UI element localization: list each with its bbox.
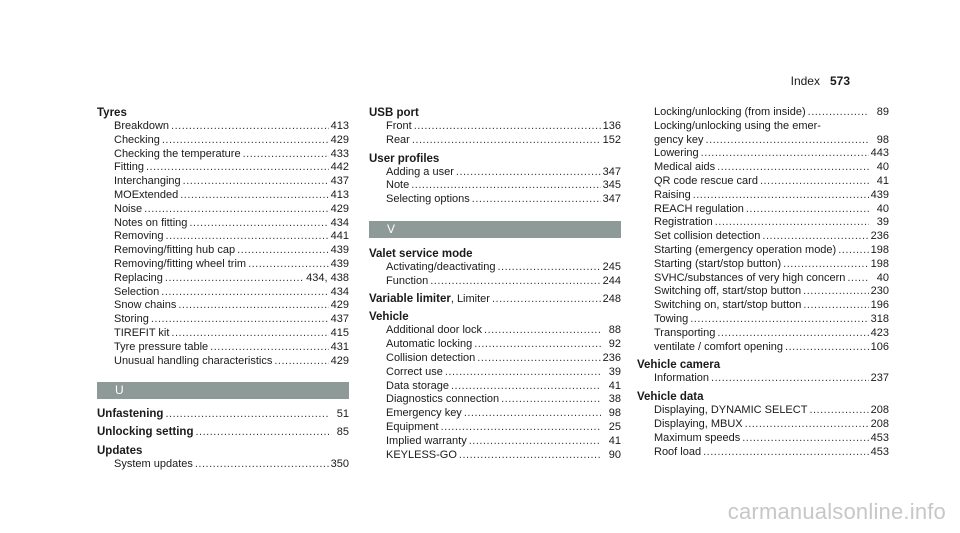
entry-page: 434, 438: [306, 271, 349, 284]
index-entry[interactable]: [369, 407, 621, 421]
index-entry[interactable]: [637, 285, 889, 299]
index-entry[interactable]: [637, 446, 889, 460]
entry-label: Switching off, start/stop button: [654, 285, 802, 298]
leader-dots: [808, 106, 869, 120]
entry-page: 453: [870, 431, 889, 444]
leader-dots: [189, 217, 328, 231]
leader-dots: [195, 426, 329, 440]
entry-page: 433: [330, 147, 349, 160]
leader-dots: [742, 432, 868, 446]
entry-page: 439: [330, 257, 349, 270]
index-entry[interactable]: [369, 380, 621, 394]
index-entry[interactable]: [369, 193, 621, 207]
entry-label: Additional door lock: [386, 324, 483, 337]
index-group: [369, 166, 621, 207]
leader-dots: [165, 408, 329, 422]
entry-page: 347: [602, 165, 621, 178]
leader-dots: [165, 272, 304, 286]
leader-dots: [469, 435, 601, 449]
index-entry[interactable]: [637, 189, 889, 203]
entry-label: Removing: [114, 230, 164, 243]
index-entry[interactable]: [637, 299, 889, 313]
entry-label: Storing: [114, 313, 149, 326]
leader-dots: [746, 203, 869, 217]
entry-label: Diagnostics connection: [386, 393, 500, 406]
index-column-2: [369, 106, 621, 462]
entry-label: ventilate / comfort opening: [654, 340, 784, 353]
entry-page: 39: [876, 216, 889, 229]
index-group: [637, 372, 889, 386]
entry-page: 152: [602, 133, 621, 146]
entry-label-suffix: , Limiter: [450, 292, 490, 305]
entry-label: Equipment: [386, 420, 439, 433]
leader-dots: [243, 148, 329, 162]
entry-label: Note: [386, 179, 410, 192]
leader-dots: [183, 175, 329, 189]
index-heading: Valet service mode: [369, 247, 473, 260]
entry-page: 244: [602, 274, 621, 287]
leader-dots: [430, 275, 600, 289]
entry-page: 236: [870, 230, 889, 243]
entry-page: 208: [870, 404, 889, 417]
index-heading: Updates: [97, 444, 143, 457]
entry-page: 136: [602, 120, 621, 132]
index-label: Index: [790, 74, 820, 88]
entry-page: 318: [870, 312, 889, 325]
entry-page: 198: [870, 257, 889, 270]
entry-label: Medical aids: [654, 161, 716, 174]
index-entry[interactable]: [97, 458, 349, 472]
index-entry[interactable]: [369, 179, 621, 193]
index-entry[interactable]: [637, 327, 889, 341]
index-entry[interactable]: [637, 147, 889, 161]
leader-dots: [144, 203, 329, 217]
entry-label: Function: [386, 274, 429, 287]
entry-label-line: Locking/unlocking using the emer-: [654, 119, 821, 132]
index-entry[interactable]: [369, 293, 621, 307]
leader-dots: [248, 258, 329, 272]
entry-page: 85: [336, 426, 349, 439]
entry-label: Variable limiter: [369, 292, 451, 305]
leader-dots: [195, 458, 329, 472]
entry-page: 429: [330, 133, 349, 146]
leader-dots: [701, 147, 869, 161]
leader-dots: [783, 258, 868, 272]
entry-label: Snow chains: [114, 299, 177, 312]
index-entry[interactable]: [97, 355, 349, 369]
index-entry[interactable]: [637, 341, 889, 355]
leader-dots: [451, 380, 601, 394]
index-entry[interactable]: [97, 120, 349, 134]
entry-page: 434: [330, 285, 349, 298]
leader-dots: [237, 244, 329, 258]
leader-dots: [803, 299, 868, 313]
entry-label: Transporting: [654, 326, 716, 339]
entry-page: 208: [870, 417, 889, 430]
leader-dots: [171, 120, 329, 134]
index-column-3: [637, 106, 889, 459]
index-entry[interactable]: [97, 175, 349, 189]
index-entry[interactable]: [369, 261, 621, 275]
entry-page: 41: [876, 174, 889, 187]
entry-label: Starting (emergency operation mode): [654, 243, 837, 256]
entry-label: Locking/unlocking (from inside): [654, 106, 806, 118]
leader-dots: [161, 286, 328, 300]
leader-dots: [715, 216, 869, 230]
index-entry[interactable]: [97, 299, 349, 313]
entry-page: 198: [870, 243, 889, 256]
entry-label: Checking: [114, 133, 160, 146]
index-entry[interactable]: [97, 272, 349, 286]
index-entry[interactable]: [637, 404, 889, 418]
index-entry[interactable]: [97, 244, 349, 258]
index-entry[interactable]: [369, 421, 621, 435]
entry-label: Adding a user: [386, 165, 454, 178]
entry-page: 236: [602, 351, 621, 364]
index-entry[interactable]: [637, 134, 889, 148]
entry-page: 245: [602, 260, 621, 273]
leader-dots: [162, 134, 329, 148]
index-entry[interactable]: [97, 258, 349, 272]
entry-label: Replacing: [114, 271, 163, 284]
leader-dots: [412, 134, 601, 148]
entry-label: TIREFIT kit: [114, 326, 170, 339]
entry-label: Rear: [386, 133, 410, 146]
index-entry[interactable]: [637, 161, 889, 175]
entry-label: Emergency key: [386, 407, 462, 420]
entry-label: Unlocking setting: [97, 426, 194, 439]
entry-label: Automatic locking: [386, 338, 473, 351]
index-entry[interactable]: [369, 338, 621, 352]
entry-page: 39: [608, 365, 621, 378]
leader-dots: [445, 366, 601, 380]
index-entry[interactable]: [97, 203, 349, 217]
index-entry[interactable]: [369, 324, 621, 338]
entry-label: Activating/deactivating: [386, 260, 496, 273]
leader-dots: [180, 189, 328, 203]
entry-page: 345: [602, 179, 621, 192]
leader-dots: [178, 299, 328, 313]
entry-page: 98: [876, 133, 889, 146]
entry-page: 51: [336, 408, 349, 421]
letter-band-u: U: [97, 382, 349, 399]
entry-page: 41: [608, 434, 621, 447]
entry-page: 442: [330, 161, 349, 174]
entry-label: Unusual handling characteristics: [114, 354, 273, 367]
entry-label: Implied warranty: [386, 434, 467, 447]
index-heading: User profiles: [369, 152, 440, 165]
entry-label: KEYLESS-GO: [386, 448, 457, 461]
watermark: carmanualsonline.info: [727, 499, 946, 524]
leader-dots: [171, 327, 328, 341]
entry-page: 98: [608, 407, 621, 420]
entry-page: 106: [870, 340, 889, 353]
index-entry[interactable]: [369, 449, 621, 463]
index-entry[interactable]: [369, 134, 621, 148]
leader-dots: [210, 341, 328, 355]
index-heading: Vehicle data: [637, 391, 704, 404]
entry-label: System updates: [114, 457, 193, 470]
leader-dots: [477, 352, 600, 366]
entry-label: Selecting options: [386, 193, 470, 206]
entry-label: Information: [654, 372, 710, 385]
entry-page: 40: [876, 271, 889, 284]
entry-page: 92: [608, 338, 621, 351]
entry-page: 429: [330, 202, 349, 215]
entry-page: 237: [870, 372, 889, 385]
entry-label: QR code rescue card: [654, 174, 758, 187]
index-heading: Vehicle: [369, 311, 409, 324]
index-group: [637, 404, 889, 459]
index-entry[interactable]: [369, 366, 621, 380]
index-group: [369, 120, 621, 148]
leader-dots: [745, 418, 869, 432]
index-entry[interactable]: [637, 258, 889, 272]
entry-label: Front: [386, 120, 412, 132]
entry-page: 437: [330, 313, 349, 326]
index-heading: Vehicle camera: [637, 359, 721, 372]
entry-label: Displaying, DYNAMIC SELECT: [654, 404, 808, 417]
leader-dots: [472, 193, 601, 207]
index-entry[interactable]: [369, 120, 621, 134]
index-column-1: [97, 106, 349, 472]
index-entry[interactable]: [637, 418, 889, 432]
entry-label: Correct use: [386, 365, 443, 378]
entry-page: 248: [602, 292, 621, 305]
entry-label: Lowering: [654, 147, 699, 160]
leader-dots: [151, 313, 329, 327]
entry-label: Collision detection: [386, 351, 476, 364]
entry-page: 88: [608, 324, 621, 337]
index-entry[interactable]: [97, 148, 349, 162]
entry-page: 196: [870, 299, 889, 312]
letter-band-v: V: [369, 221, 621, 238]
index-entry[interactable]: [369, 166, 621, 180]
entry-page: 443: [870, 147, 889, 160]
index-entry[interactable]: [369, 275, 621, 289]
entry-page: 453: [870, 445, 889, 458]
entry-page: 90: [608, 448, 621, 461]
leader-dots: [706, 134, 869, 148]
entry-label: Raising: [654, 188, 691, 201]
entry-label: Displaying, MBUX: [654, 417, 743, 430]
entry-label: Towing: [654, 312, 689, 325]
index-entry[interactable]: [637, 432, 889, 446]
index-entry[interactable]: [97, 408, 349, 422]
index-group: [369, 261, 621, 289]
leader-dots: [484, 324, 601, 338]
leader-dots: [760, 175, 869, 189]
index-entry[interactable]: [637, 175, 889, 189]
entry-page: 439: [870, 188, 889, 201]
index-group: [369, 324, 621, 462]
entry-page: 347: [602, 193, 621, 206]
index-entry[interactable]: [97, 426, 349, 440]
index-entry[interactable]: [637, 313, 889, 327]
entry-page: 439: [330, 244, 349, 257]
leader-dots: [847, 272, 869, 286]
leader-dots: [838, 244, 868, 258]
leader-dots: [166, 230, 329, 244]
entry-page: 434: [330, 216, 349, 229]
entry-label: Selection: [114, 285, 160, 298]
leader-dots: [785, 341, 869, 355]
entry-label: Noise: [114, 202, 143, 215]
entry-page: 441: [330, 230, 349, 243]
index-group: [637, 147, 889, 354]
entry-page: 350: [330, 457, 349, 470]
index-entry[interactable]: [97, 230, 349, 244]
leader-dots: [474, 338, 601, 352]
entry-page: 230: [870, 285, 889, 298]
index-group: [97, 120, 349, 368]
entry-label: Unfastening: [97, 408, 164, 421]
leader-dots: [809, 404, 868, 418]
entry-page: 429: [330, 299, 349, 312]
page-header: [791, 74, 850, 88]
index-entry[interactable]: [369, 352, 621, 366]
leader-dots: [411, 179, 600, 193]
leader-dots: [703, 446, 869, 460]
leader-dots: [717, 327, 868, 341]
entry-label: Breakdown: [114, 120, 170, 132]
leader-dots: [146, 161, 329, 175]
entry-page: 40: [876, 161, 889, 174]
index-entry[interactable]: [97, 217, 349, 231]
leader-dots: [441, 421, 601, 435]
index-entry[interactable]: [97, 313, 349, 327]
entry-label: Tyre pressure table: [114, 340, 209, 353]
entry-page: 437: [330, 175, 349, 188]
leader-dots: [497, 261, 600, 275]
entry-label: Roof load: [654, 445, 702, 458]
index-entry[interactable]: [97, 134, 349, 148]
entry-page: 429: [330, 354, 349, 367]
leader-dots: [456, 166, 601, 180]
entry-label: Set collision detection: [654, 230, 761, 243]
entry-page: 431: [330, 340, 349, 353]
index-entry[interactable]: [637, 230, 889, 244]
page-number: 573: [829, 74, 850, 88]
entry-page: 38: [608, 393, 621, 406]
entry-label: Fitting: [114, 161, 144, 174]
index-entry[interactable]: [97, 286, 349, 300]
entry-label: MOExtended: [114, 188, 179, 201]
entry-page: 40: [876, 202, 889, 215]
index-entry[interactable]: [637, 216, 889, 230]
entry-page: 413: [330, 120, 349, 132]
entry-page: 413: [330, 188, 349, 201]
index-heading: Tyres: [97, 107, 127, 119]
index-entry[interactable]: [637, 203, 889, 217]
leader-dots: [501, 393, 601, 407]
index-heading: USB port: [369, 107, 419, 119]
entry-page: 89: [876, 106, 889, 118]
leader-dots: [464, 407, 601, 421]
index-entry[interactable]: [637, 372, 889, 386]
index-entry[interactable]: [369, 393, 621, 407]
entry-label: Data storage: [386, 379, 449, 392]
leader-dots: [690, 313, 868, 327]
entry-label: Interchanging: [114, 175, 181, 188]
entry-page: 415: [330, 326, 349, 339]
leader-dots: [274, 355, 328, 369]
index-entry[interactable]: [637, 106, 889, 120]
entry-label: Removing/fitting hub cap: [114, 244, 236, 257]
entry-label: gency key: [654, 133, 704, 146]
entry-label: Registration: [654, 216, 713, 229]
entry-label: Starting (start/stop button): [654, 257, 782, 270]
index-entry[interactable]: [637, 244, 889, 258]
entry-label: Maximum speeds: [654, 431, 741, 444]
entry-page: 25: [608, 420, 621, 433]
index-entry[interactable]: [369, 435, 621, 449]
index-entry[interactable]: [97, 327, 349, 341]
index-group: [97, 458, 349, 472]
leader-dots: [693, 189, 869, 203]
entry-page: 41: [608, 379, 621, 392]
entry-label: SVHC/substances of very high concern: [654, 271, 846, 284]
leader-dots: [762, 230, 868, 244]
leader-dots: [414, 120, 601, 134]
leader-dots: [711, 372, 869, 386]
index-entry[interactable]: [97, 189, 349, 203]
entry-label: Switching on, start/stop button: [654, 299, 802, 312]
leader-dots: [459, 449, 601, 463]
leader-dots: [803, 285, 868, 299]
entry-page: 423: [870, 326, 889, 339]
entry-label: REACH regulation: [654, 202, 744, 215]
index-entry[interactable]: [97, 341, 349, 355]
leader-dots: [492, 293, 601, 307]
entry-label: Notes on fitting: [114, 216, 188, 229]
index-entry[interactable]: [637, 272, 889, 286]
index-entry[interactable]: [97, 161, 349, 175]
entry-label: Removing/fitting wheel trim: [114, 257, 247, 270]
leader-dots: [717, 161, 869, 175]
entry-label: Checking the temperature: [114, 147, 241, 160]
